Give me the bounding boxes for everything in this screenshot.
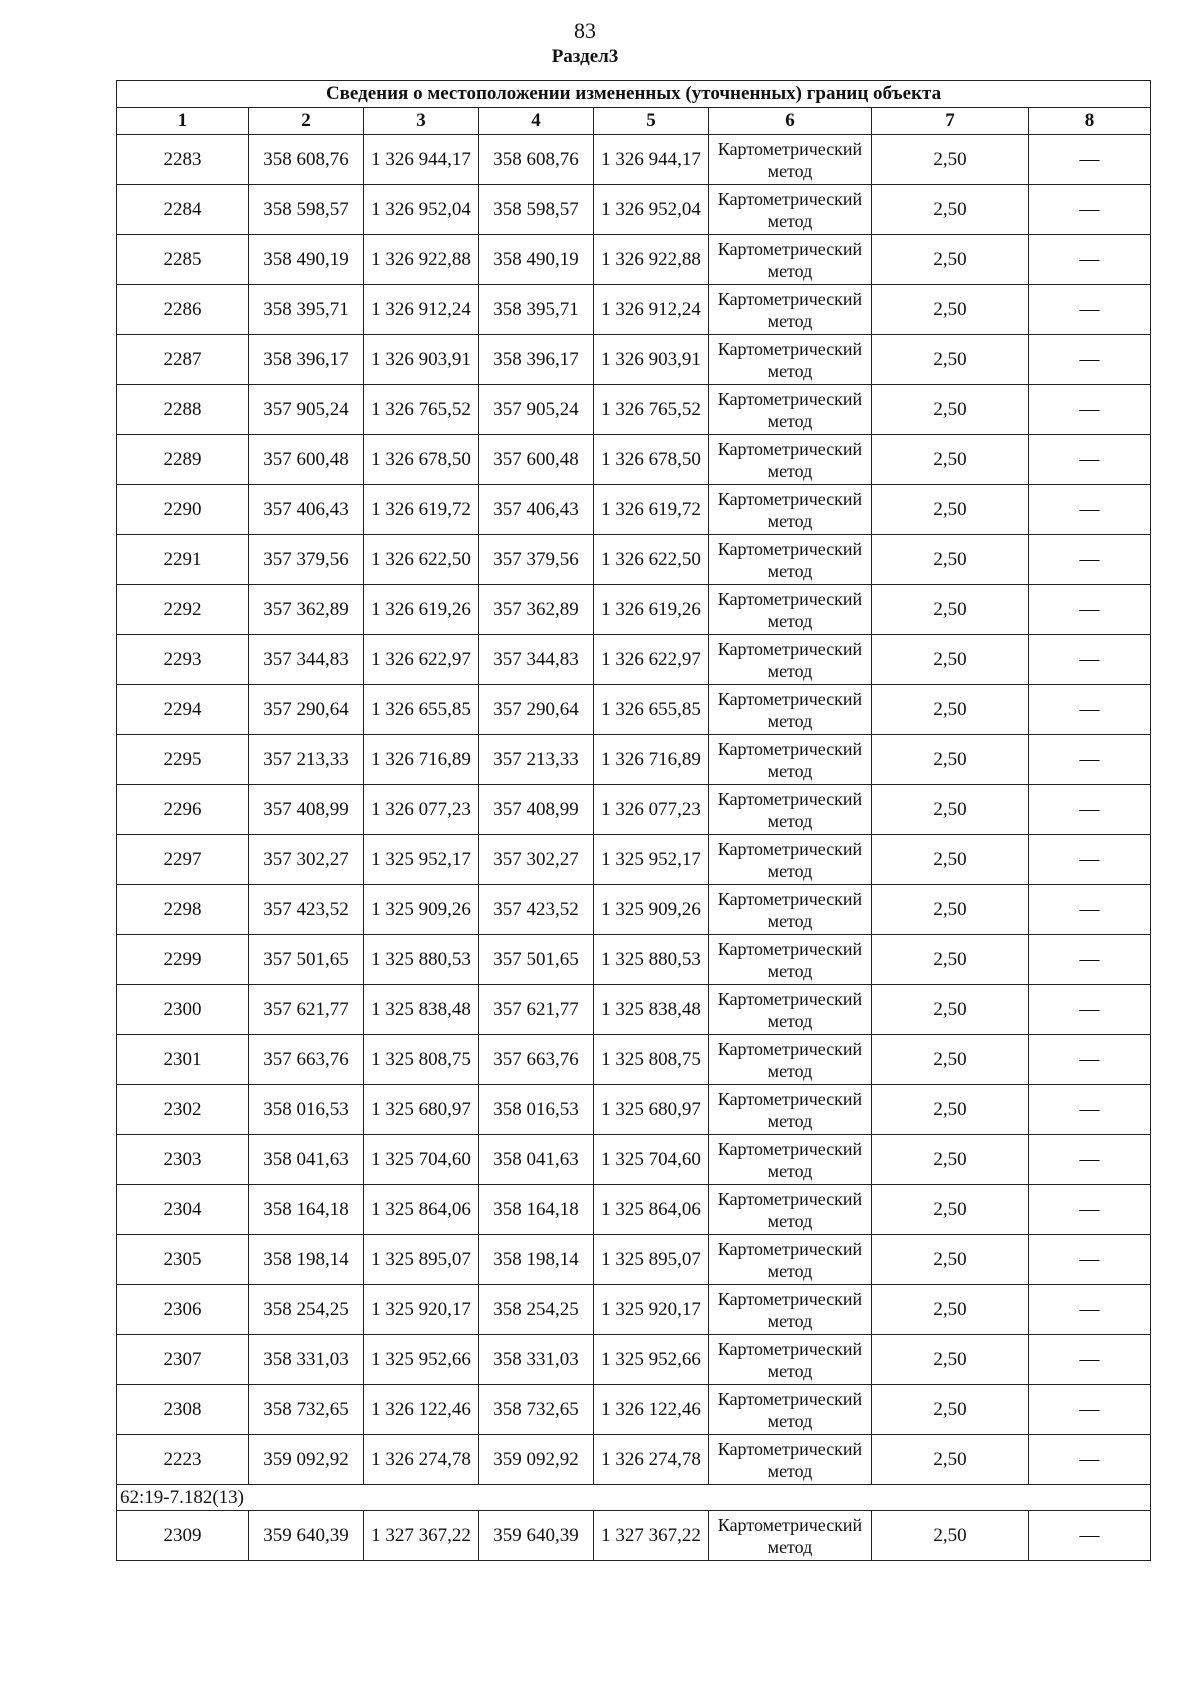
- table-cell: 357 213,33: [479, 735, 594, 785]
- table-row: [117, 735, 1151, 785]
- table-cell: 2,50: [872, 1435, 1029, 1485]
- table-cell: 1 326 678,50: [364, 435, 479, 485]
- table-cell: 358 598,57: [249, 185, 364, 235]
- table-row: [117, 1285, 1151, 1335]
- column-header: 5: [594, 108, 709, 135]
- table-cell: 357 600,48: [249, 435, 364, 485]
- table-cell: 358 016,53: [249, 1085, 364, 1135]
- table-cell: 2297: [117, 835, 249, 885]
- table-row: [117, 185, 1151, 235]
- parcel-label: 62:19-7.182(13): [117, 1485, 1151, 1511]
- table-cell: 357 302,27: [479, 835, 594, 885]
- table-cell: 1 326 619,26: [364, 585, 479, 635]
- table-row: [117, 685, 1151, 735]
- table-cell: 1 326 922,88: [364, 235, 479, 285]
- table-cell: 1 325 680,97: [364, 1085, 479, 1135]
- table-row: [117, 235, 1151, 285]
- table-cell: 2,50: [872, 185, 1029, 235]
- method-cell: Картометрический метод: [709, 1385, 872, 1435]
- table-cell: 357 905,24: [479, 385, 594, 435]
- table-cell: 1 325 704,60: [594, 1135, 709, 1185]
- table-row: [117, 485, 1151, 535]
- table-row: [117, 1035, 1151, 1085]
- table-cell: 1 326 765,52: [594, 385, 709, 435]
- table-cell: 2292: [117, 585, 249, 635]
- dash-cell: —: [1029, 885, 1151, 935]
- table-cell: 358 164,18: [479, 1185, 594, 1235]
- dash-cell: —: [1029, 535, 1151, 585]
- dash-cell: —: [1029, 685, 1151, 735]
- table-cell: 2,50: [872, 1135, 1029, 1185]
- table-cell: 357 501,65: [479, 935, 594, 985]
- table-cell: 2,50: [872, 835, 1029, 885]
- table-cell: 2305: [117, 1235, 249, 1285]
- dash-cell: —: [1029, 1335, 1151, 1385]
- table-cell: 357 362,89: [249, 585, 364, 635]
- table-cell: 358 598,57: [479, 185, 594, 235]
- table-cell: 1 326 655,85: [364, 685, 479, 735]
- table-cell: 1 327 367,22: [364, 1511, 479, 1561]
- table-cell: 357 290,64: [479, 685, 594, 735]
- dash-cell: —: [1029, 1135, 1151, 1185]
- table-cell: 2300: [117, 985, 249, 1035]
- table-row: [117, 935, 1151, 985]
- table-cell: 2,50: [872, 385, 1029, 435]
- table-row: [117, 1235, 1151, 1285]
- column-header: 6: [709, 108, 872, 135]
- table-cell: 2286: [117, 285, 249, 335]
- table-cell: 358 490,19: [249, 235, 364, 285]
- table-cell: 2,50: [872, 535, 1029, 585]
- table-cell: 1 326 077,23: [594, 785, 709, 835]
- table-cell: 357 302,27: [249, 835, 364, 885]
- table-cell: 1 326 944,17: [364, 135, 479, 185]
- table-cell: 2,50: [872, 335, 1029, 385]
- table-cell: 357 423,52: [479, 885, 594, 935]
- table-cell: 1 325 952,66: [364, 1335, 479, 1385]
- table-cell: 1 325 952,17: [364, 835, 479, 885]
- column-header: 1: [117, 108, 249, 135]
- table-cell: 2,50: [872, 585, 1029, 635]
- table-cell: 2,50: [872, 735, 1029, 785]
- table-cell: 357 213,33: [249, 735, 364, 785]
- table-cell: 1 325 808,75: [364, 1035, 479, 1085]
- method-cell: Картометрический метод: [709, 685, 872, 735]
- table-cell: 1 325 920,17: [364, 1285, 479, 1335]
- table-cell: 1 326 622,50: [594, 535, 709, 585]
- table-cell: 358 395,71: [249, 285, 364, 335]
- table-cell: 358 254,25: [249, 1285, 364, 1335]
- section-title: Раздел3: [551, 46, 619, 67]
- table-cell: 1 325 895,07: [364, 1235, 479, 1285]
- method-cell: Картометрический метод: [709, 885, 872, 935]
- method-cell: Картометрический метод: [709, 285, 872, 335]
- table-cell: 357 408,99: [479, 785, 594, 835]
- table-row: [117, 435, 1151, 485]
- table-cell: 1 325 909,26: [594, 885, 709, 935]
- table-cell: 2,50: [872, 1035, 1029, 1085]
- method-cell: Картометрический метод: [709, 485, 872, 535]
- table-cell: 1 326 619,72: [594, 485, 709, 535]
- table-cell: 1 326 903,91: [364, 335, 479, 385]
- table-cell: 357 408,99: [249, 785, 364, 835]
- table-cell: 358 198,14: [249, 1235, 364, 1285]
- dash-cell: —: [1029, 635, 1151, 685]
- table-cell: 2287: [117, 335, 249, 385]
- table-cell: 357 621,77: [249, 985, 364, 1035]
- method-cell: Картометрический метод: [709, 785, 872, 835]
- method-cell: Картометрический метод: [709, 185, 872, 235]
- table-cell: 1 325 704,60: [364, 1135, 479, 1185]
- table-cell: 1 325 880,53: [364, 935, 479, 985]
- table-cell: 1 326 716,89: [364, 735, 479, 785]
- table-cell: 2,50: [872, 235, 1029, 285]
- page-number: 83: [574, 18, 596, 43]
- table-cell: 358 164,18: [249, 1185, 364, 1235]
- table-row: [117, 385, 1151, 435]
- dash-cell: —: [1029, 135, 1151, 185]
- table-cell: 359 092,92: [249, 1435, 364, 1485]
- table-cell: 357 344,83: [249, 635, 364, 685]
- method-cell: Картометрический метод: [709, 935, 872, 985]
- table-cell: 358 331,03: [479, 1335, 594, 1385]
- table-cell: 358 732,65: [479, 1385, 594, 1435]
- table-cell: 1 325 920,17: [594, 1285, 709, 1335]
- method-cell: Картометрический метод: [709, 1185, 872, 1235]
- table-cell: 1 325 864,06: [594, 1185, 709, 1235]
- table-cell: 2283: [117, 135, 249, 185]
- table-cell: 357 501,65: [249, 935, 364, 985]
- method-cell: Картометрический метод: [709, 1135, 872, 1185]
- method-cell: Картометрический метод: [709, 985, 872, 1035]
- dash-cell: —: [1029, 585, 1151, 635]
- method-cell: Картометрический метод: [709, 635, 872, 685]
- table-cell: 2288: [117, 385, 249, 435]
- table-cell: 357 344,83: [479, 635, 594, 685]
- table-row: [117, 785, 1151, 835]
- table-cell: 1 326 678,50: [594, 435, 709, 485]
- table-cell: 1 326 944,17: [594, 135, 709, 185]
- dash-cell: —: [1029, 1185, 1151, 1235]
- table-cell: 2304: [117, 1185, 249, 1235]
- method-cell: Картометрический метод: [709, 585, 872, 635]
- table-cell: 1 325 808,75: [594, 1035, 709, 1085]
- method-cell: Картометрический метод: [709, 335, 872, 385]
- table-cell: 1 325 895,07: [594, 1235, 709, 1285]
- table-cell: 1 326 952,04: [594, 185, 709, 235]
- dash-cell: —: [1029, 1385, 1151, 1435]
- column-header: 2: [249, 108, 364, 135]
- table-cell: 1 326 903,91: [594, 335, 709, 385]
- table-cell: 2,50: [872, 1385, 1029, 1435]
- table-cell: 1 326 622,97: [364, 635, 479, 685]
- dash-cell: —: [1029, 1085, 1151, 1135]
- table-cell: 2309: [117, 1511, 249, 1561]
- table-row: [117, 285, 1151, 335]
- table-cell: 2,50: [872, 1235, 1029, 1285]
- table-cell: 2,50: [872, 1285, 1029, 1335]
- method-cell: Картометрический метод: [709, 1435, 872, 1485]
- method-cell: Картометрический метод: [709, 1285, 872, 1335]
- table-cell: 1 326 912,24: [364, 285, 479, 335]
- table-cell: 2,50: [872, 985, 1029, 1035]
- dash-cell: —: [1029, 735, 1151, 785]
- table-cell: 2,50: [872, 785, 1029, 835]
- table-cell: 357 663,76: [479, 1035, 594, 1085]
- dash-cell: —: [1029, 485, 1151, 535]
- column-header: 4: [479, 108, 594, 135]
- dash-cell: —: [1029, 1511, 1151, 1561]
- dash-cell: —: [1029, 285, 1151, 335]
- table-cell: 359 640,39: [249, 1511, 364, 1561]
- table-cell: 359 092,92: [479, 1435, 594, 1485]
- table-cell: 1 326 274,78: [364, 1435, 479, 1485]
- table-cell: 2,50: [872, 1085, 1029, 1135]
- table-caption: Сведения о местоположении измененных (уточненных) границ объекта: [117, 81, 1151, 108]
- table-cell: 2,50: [872, 1335, 1029, 1385]
- column-header-row: [117, 108, 1151, 135]
- table-cell: 1 325 864,06: [364, 1185, 479, 1235]
- table-cell: 1 326 952,04: [364, 185, 479, 235]
- dash-cell: —: [1029, 435, 1151, 485]
- table-cell: 359 640,39: [479, 1511, 594, 1561]
- table-row: [117, 985, 1151, 1035]
- table-cell: 2,50: [872, 685, 1029, 735]
- table-cell: 1 326 655,85: [594, 685, 709, 735]
- table-cell: 2284: [117, 185, 249, 235]
- table-cell: 2,50: [872, 1511, 1029, 1561]
- table-cell: 358 396,17: [249, 335, 364, 385]
- table-cell: 2307: [117, 1335, 249, 1385]
- table-cell: 357 406,43: [249, 485, 364, 535]
- dash-cell: —: [1029, 785, 1151, 835]
- method-cell: Картометрический метод: [709, 385, 872, 435]
- table-cell: 1 326 619,26: [594, 585, 709, 635]
- table-cell: 1 326 716,89: [594, 735, 709, 785]
- parcel-label-row: [117, 1485, 1151, 1511]
- table-cell: 1 327 367,22: [594, 1511, 709, 1561]
- table-row: [117, 1085, 1151, 1135]
- table-row: [117, 1335, 1151, 1385]
- table-row: [117, 535, 1151, 585]
- table-cell: 2,50: [872, 885, 1029, 935]
- table-cell: 2,50: [872, 285, 1029, 335]
- table-cell: 358 732,65: [249, 1385, 364, 1435]
- table-body: [117, 135, 1151, 1561]
- table-cell: 2223: [117, 1435, 249, 1485]
- dash-cell: —: [1029, 185, 1151, 235]
- table-row: [117, 1511, 1151, 1561]
- table-cell: 357 663,76: [249, 1035, 364, 1085]
- table-cell: 2308: [117, 1385, 249, 1435]
- table-cell: 2306: [117, 1285, 249, 1335]
- table-cell: 357 379,56: [249, 535, 364, 585]
- table-cell: 2,50: [872, 1185, 1029, 1235]
- table-cell: 1 326 619,72: [364, 485, 479, 535]
- table-cell: 2,50: [872, 435, 1029, 485]
- dash-cell: —: [1029, 1235, 1151, 1285]
- dash-cell: —: [1029, 385, 1151, 435]
- method-cell: Картометрический метод: [709, 1235, 872, 1285]
- table-row: [117, 635, 1151, 685]
- table-cell: 358 331,03: [249, 1335, 364, 1385]
- table-cell: 357 362,89: [479, 585, 594, 635]
- table-row: [117, 885, 1151, 935]
- table-cell: 358 608,76: [249, 135, 364, 185]
- table-row: [117, 1135, 1151, 1185]
- table-cell: 358 254,25: [479, 1285, 594, 1335]
- table-cell: 2296: [117, 785, 249, 835]
- table-cell: 2,50: [872, 935, 1029, 985]
- method-cell: Картометрический метод: [709, 1335, 872, 1385]
- column-header: 7: [872, 108, 1029, 135]
- method-cell: Картометрический метод: [709, 435, 872, 485]
- table-cell: 2,50: [872, 635, 1029, 685]
- table-cell: 1 325 680,97: [594, 1085, 709, 1135]
- dash-cell: —: [1029, 935, 1151, 985]
- table-cell: 2291: [117, 535, 249, 585]
- table-cell: 1 326 912,24: [594, 285, 709, 335]
- column-header: 3: [364, 108, 479, 135]
- table-row: [117, 1435, 1151, 1485]
- method-cell: Картометрический метод: [709, 1035, 872, 1085]
- table-cell: 1 326 122,46: [594, 1385, 709, 1435]
- table-cell: 2294: [117, 685, 249, 735]
- table-cell: 2,50: [872, 135, 1029, 185]
- dash-cell: —: [1029, 985, 1151, 1035]
- table-cell: 357 290,64: [249, 685, 364, 735]
- table-cell: 2290: [117, 485, 249, 535]
- dash-cell: —: [1029, 835, 1151, 885]
- dash-cell: —: [1029, 1435, 1151, 1485]
- method-cell: Картометрический метод: [709, 535, 872, 585]
- table-cell: 1 326 622,97: [594, 635, 709, 685]
- table-cell: 357 423,52: [249, 885, 364, 935]
- method-cell: Картометрический метод: [709, 1511, 872, 1561]
- table-row: [117, 585, 1151, 635]
- table-cell: 1 326 077,23: [364, 785, 479, 835]
- table-cell: 2289: [117, 435, 249, 485]
- dash-cell: —: [1029, 1285, 1151, 1335]
- table-cell: 358 016,53: [479, 1085, 594, 1135]
- method-cell: Картометрический метод: [709, 1085, 872, 1135]
- table-row: [117, 1185, 1151, 1235]
- table-cell: 2295: [117, 735, 249, 785]
- table-cell: 357 379,56: [479, 535, 594, 585]
- table-cell: 2,50: [872, 485, 1029, 535]
- table-cell: 358 041,63: [479, 1135, 594, 1185]
- table-cell: 357 406,43: [479, 485, 594, 535]
- table-cell: 1 326 922,88: [594, 235, 709, 285]
- table-cell: 1 326 122,46: [364, 1385, 479, 1435]
- table-cell: 1 325 880,53: [594, 935, 709, 985]
- table-cell: 358 396,17: [479, 335, 594, 385]
- table-row: [117, 135, 1151, 185]
- coordinates-table: [116, 80, 1151, 1561]
- table-cell: 1 325 952,17: [594, 835, 709, 885]
- table-cell: 1 325 952,66: [594, 1335, 709, 1385]
- table-cell: 358 198,14: [479, 1235, 594, 1285]
- table-cell: 357 600,48: [479, 435, 594, 485]
- table-row: [117, 335, 1151, 385]
- dash-cell: —: [1029, 335, 1151, 385]
- method-cell: Картометрический метод: [709, 235, 872, 285]
- table-cell: 1 325 909,26: [364, 885, 479, 935]
- table-cell: 2299: [117, 935, 249, 985]
- table-cell: 2302: [117, 1085, 249, 1135]
- table-cell: 2301: [117, 1035, 249, 1085]
- table-cell: 2303: [117, 1135, 249, 1185]
- table-cell: 1 326 622,50: [364, 535, 479, 585]
- dash-cell: —: [1029, 235, 1151, 285]
- column-header: 8: [1029, 108, 1151, 135]
- method-cell: Картометрический метод: [709, 135, 872, 185]
- table-cell: 358 041,63: [249, 1135, 364, 1185]
- table-cell: 358 608,76: [479, 135, 594, 185]
- table-cell: 1 325 838,48: [594, 985, 709, 1035]
- table-cell: 1 326 274,78: [594, 1435, 709, 1485]
- table-cell: 357 621,77: [479, 985, 594, 1035]
- table-row: [117, 1385, 1151, 1435]
- table-cell: 358 490,19: [479, 235, 594, 285]
- table-cell: 1 326 765,52: [364, 385, 479, 435]
- method-cell: Картометрический метод: [709, 735, 872, 785]
- table-cell: 357 905,24: [249, 385, 364, 435]
- table-cell: 2285: [117, 235, 249, 285]
- table-cell: 2293: [117, 635, 249, 685]
- table-cell: 2298: [117, 885, 249, 935]
- table-row: [117, 835, 1151, 885]
- table-cell: 358 395,71: [479, 285, 594, 335]
- method-cell: Картометрический метод: [709, 835, 872, 885]
- dash-cell: —: [1029, 1035, 1151, 1085]
- table-cell: 1 325 838,48: [364, 985, 479, 1035]
